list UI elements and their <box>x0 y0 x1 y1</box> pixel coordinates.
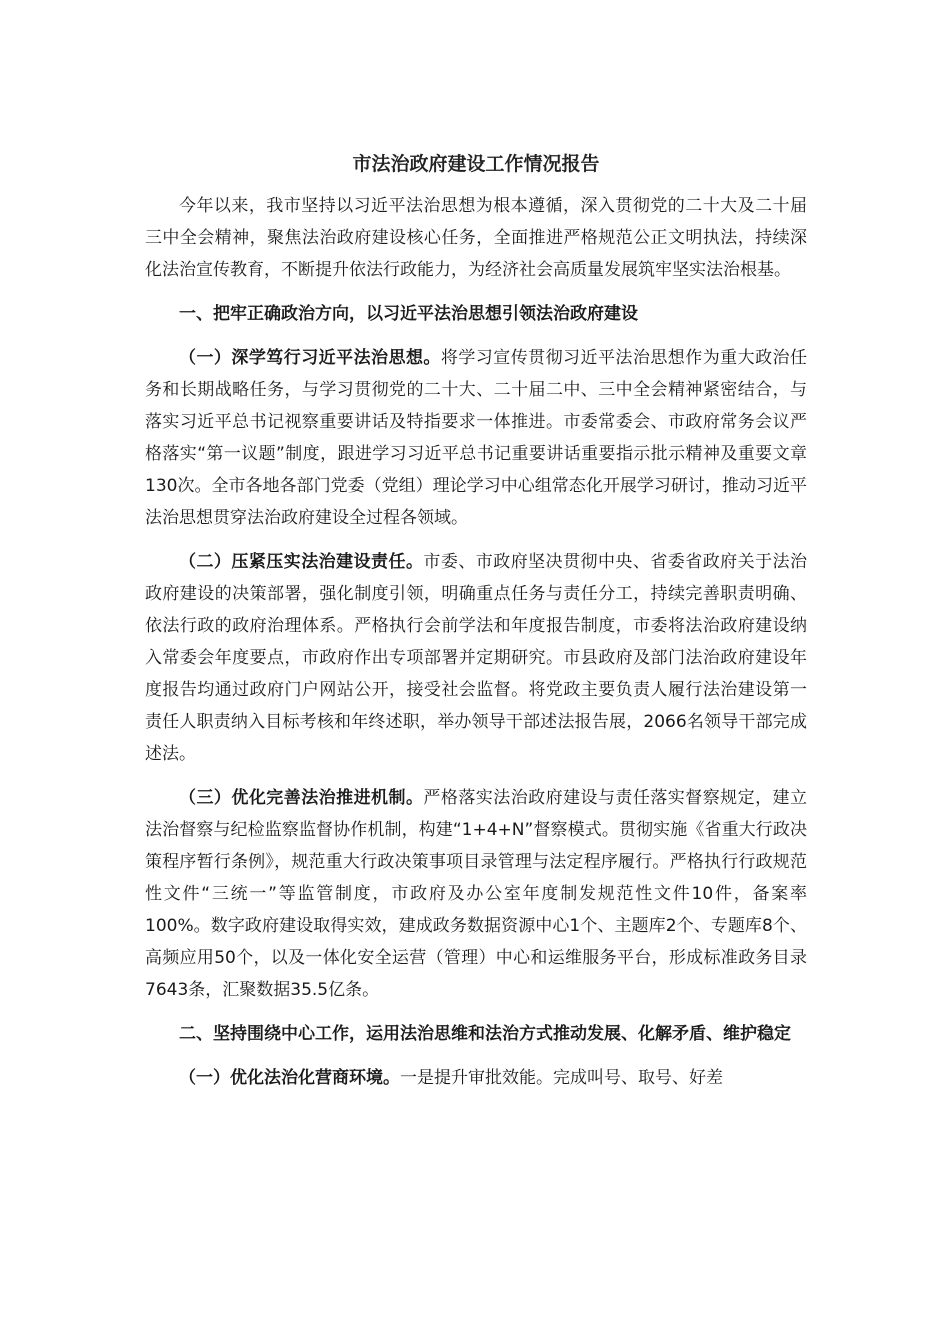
section-1-paragraph-2 <box>145 546 807 770</box>
section-1-paragraph-3-lead: （三）优化完善法治推进机制。 <box>179 788 424 808</box>
section-2-heading: 二、坚持围绕中心工作，运用法治思维和法治方式推动发展、化解矛盾、维护稳定 <box>179 1024 791 1044</box>
section-1-paragraph-3 <box>145 782 807 1006</box>
section-2-paragraph-1-lead: （一）优化法治化营商环境。 <box>179 1068 400 1088</box>
section-1-paragraph-3-body: 严格落实法治政府建设与责任落实督察规定，建立法治督察与纪检监察监督协作机制，构建“1+4+N”督察模式。贯彻实施《省重大行政决策程序暂行条例》，规范重大行政决策事项目录管理与法定程序履行。严格执行行政规范性文件“三统一”等监管制度，市政府及办公室年度制发规范性文件10件，备案率100%。数字政府建设取得实效，建成政务数据资源中心1个、主题库2个、专题库8个、高频应用50个，以及一体化安全运营（管理）中心和运维服务平台，形成标准政务目录7643条，汇聚数据35.5亿条。 <box>145 788 808 1000</box>
section-1-heading: 一、把牢正确政治方向，以习近平法治思想引领法治政府建设 <box>179 304 638 324</box>
section-1-paragraph-2-body: 市委、市政府坚决贯彻中央、省委省政府关于法治政府建设的决策部署，强化制度引领，明确重点任务与责任分工，持续完善职责明确、依法行政的政府治理体系。严格执行会前学法和年度报告制度，市委将法治政府建设纳入常委会年度要点，市政府作出专项部署并定期研究。市县政府及部门法治政府建设年度报告均通过政府门户网站公开，接受社会监督。将党政主要负责人履行法治建设第一责任人职责纳入目标考核和年终述职，举办领导干部述法报告展，2066名领导干部完成述法。 <box>145 552 808 764</box>
document-page <box>145 150 807 1106</box>
section-2-paragraph-1-body: 一是提升审批效能。完成叫号、取号、好差 <box>400 1068 723 1088</box>
document-title: 市法治政府建设工作情况报告 <box>352 153 600 175</box>
section-1-paragraph-1 <box>145 342 807 534</box>
section-1-paragraph-1-lead: （一）深学笃行习近平法治思想。 <box>179 348 441 368</box>
section-1-paragraph-1-body: 将学习宣传贯彻习近平法治思想作为重大政治任务和长期战略任务，与学习贯彻党的二十大、二十届二中、三中全会精神紧密结合，与落实习近平总书记视察重要讲话及特指要求一体推进。市委常委会、市政府常务会议严格落实“第一议题”制度，跟进学习习近平总书记重要讲话重要指示批示精神及重要文章130次。全市各地各部门党委（党组）理论学习中心组常态化开展学习研讨，推动习近平法治思想贯穿法治政府建设全过程各领域。 <box>145 348 808 528</box>
section-1-paragraph-2-lead: （二）压紧压实法治建设责任。 <box>179 552 424 572</box>
section-2-paragraph-1 <box>145 1062 807 1094</box>
intro-paragraph: 今年以来，我市坚持以习近平法治思想为根本遵循，深入贯彻党的二十大及二十届三中全会精神，聚焦法治政府建设核心任务，全面推进严格规范公正文明执法，持续深化法治宣传教育，不断提升依法行政能力，为经济社会高质量发展筑牢坚实法治根基。 <box>145 196 807 280</box>
